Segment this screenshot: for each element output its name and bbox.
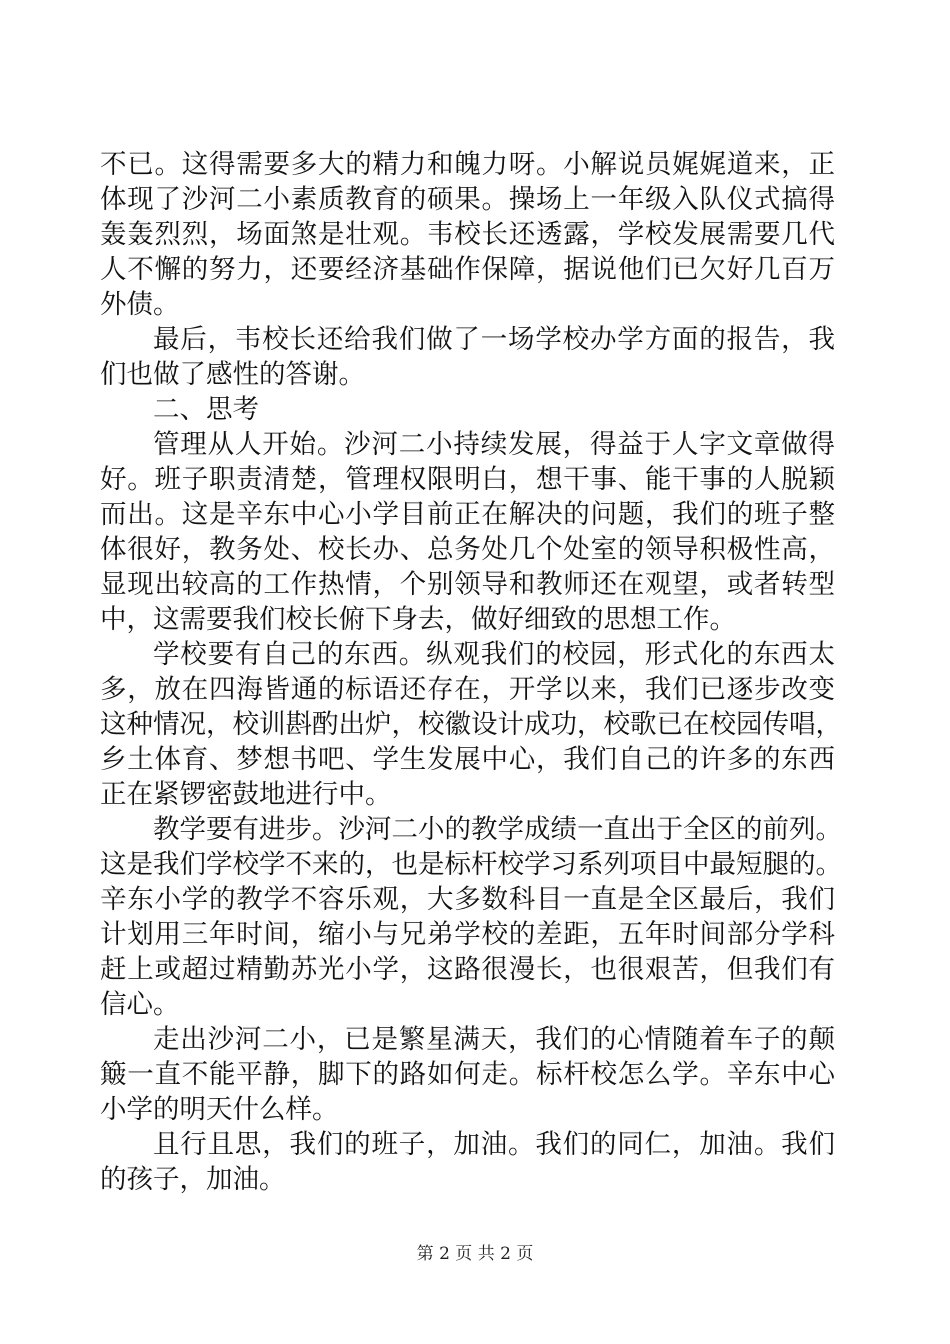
text-line: 而出。这是辛东中心小学目前正在解决的问题，我们的班子整 <box>100 499 835 530</box>
text-line: 赶上或超过精勤苏光小学，这路很漫长，也很艰苦，但我们有 <box>100 954 835 985</box>
text-line: 好。班子职责清楚，管理权限明白，想干事、能干事的人脱颖 <box>100 464 835 495</box>
text-line: 人不懈的努力，还要经济基础作保障，据说他们已欠好几百万 <box>100 254 835 285</box>
document-body <box>100 147 842 1197</box>
text-line: 信心。 <box>100 989 180 1020</box>
text-line: 簸一直不能平静，脚下的路如何走。标杆校怎么学。辛东中心 <box>100 1059 835 1090</box>
text-line: 轰轰烈烈，场面煞是壮观。韦校长还透露，学校发展需要几代 <box>100 219 835 250</box>
text-line: 正在紧锣密鼓地进行中。 <box>100 779 392 810</box>
text-line: 且行且思，我们的班子，加油。我们的同仁，加油。我们 <box>153 1129 835 1160</box>
text-line: 不已。这得需要多大的精力和魄力呀。小解说员娓娓道来，正 <box>100 149 835 180</box>
text-line: 中，这需要我们校长俯下身去，做好细致的思想工作。 <box>100 604 736 635</box>
text-line: 多，放在四海皆通的标语还存在，开学以来，我们已逐步改变 <box>100 674 835 705</box>
text-line: 显现出较高的工作热情，个别领导和教师还在观望，或者转型 <box>100 569 835 600</box>
text-line: 最后，韦校长还给我们做了一场学校办学方面的报告，我 <box>153 324 835 355</box>
text-line: 乡土体育、梦想书吧、学生发展中心，我们自己的许多的东西 <box>100 744 835 775</box>
text-line: 的孩子，加油。 <box>100 1164 286 1195</box>
text-line: 学校要有自己的东西。纵观我们的校园，形式化的东西太 <box>153 639 835 670</box>
text-line: 体现了沙河二小素质教育的硕果。操场上一年级入队仪式搞得 <box>100 184 835 215</box>
text-line: 管理从人开始。沙河二小持续发展，得益于人字文章做得 <box>153 429 835 460</box>
text-line: 二、思考 <box>153 394 259 425</box>
text-line: 外债。 <box>100 289 180 320</box>
text-line: 体很好，教务处、校长办、总务处几个处室的领导积极性高， <box>100 534 835 565</box>
page-footer: 第 2 页 共 2 页 <box>416 1244 534 1264</box>
text-line: 这是我们学校学不来的，也是标杆校学习系列项目中最短腿的。 <box>100 849 842 880</box>
text-line: 走出沙河二小，已是繁星满天，我们的心情随着车子的颠 <box>153 1024 835 1055</box>
text-line: 小学的明天什么样。 <box>100 1094 339 1125</box>
text-line: 计划用三年时间，缩小与兄弟学校的差距，五年时间部分学科 <box>100 919 835 950</box>
text-line: 们也做了感性的答谢。 <box>100 359 365 390</box>
text-line: 教学要有进步。沙河二小的教学成绩一直出于全区的前列。 <box>153 814 842 845</box>
text-line: 辛东小学的教学不容乐观，大多数科目一直是全区最后，我们 <box>100 884 835 915</box>
text-line: 这种情况，校训斟酌出炉，校徽设计成功，校歌已在校园传唱， <box>100 709 842 740</box>
